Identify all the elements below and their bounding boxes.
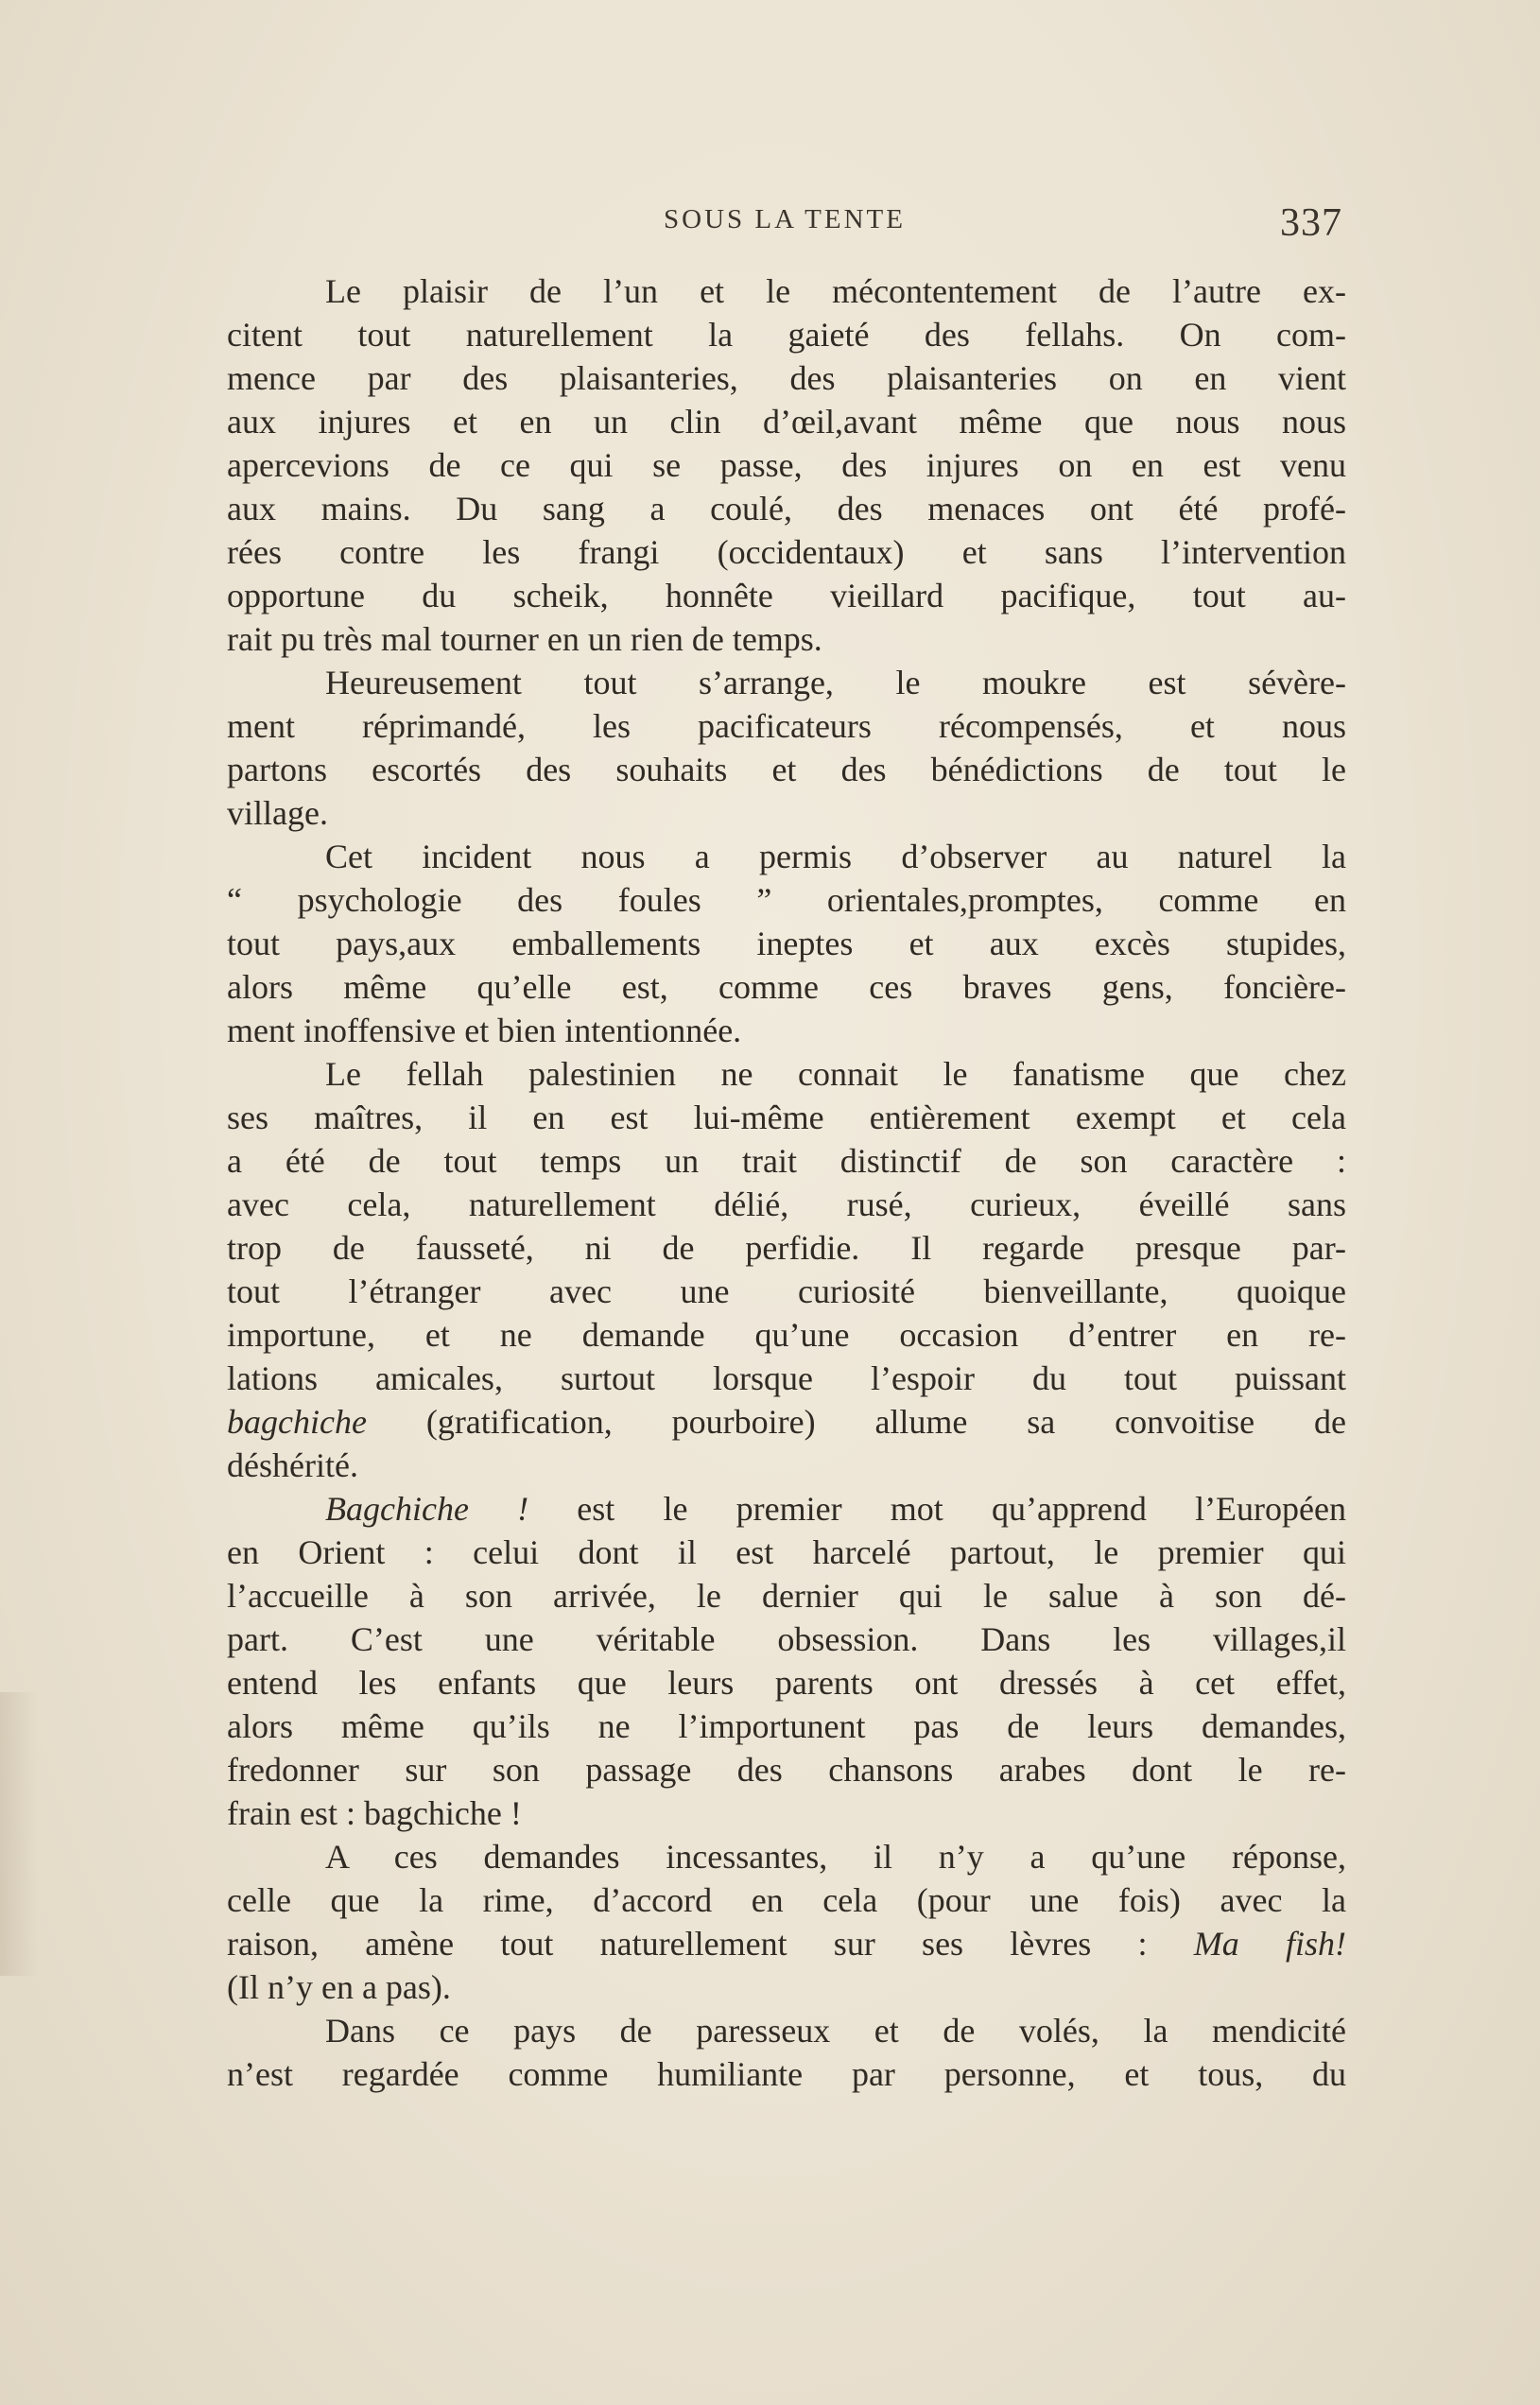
italic-word: Ma fish! <box>1193 1925 1346 1963</box>
text-line: Le fellah palestinien ne connait le fanatisme que chez <box>325 1055 1346 1093</box>
text-line: l’accueille à son arrivée, le dernier qui le salue à son dé- <box>227 1577 1346 1615</box>
text-line: ment inoffensive et bien intentionnée. <box>227 1012 742 1049</box>
text-line <box>227 1487 1346 1531</box>
text-line: opportune du scheik, honnête vieillard pacifique, tout au- <box>227 577 1346 614</box>
text-line <box>227 1922 1346 1965</box>
text-line: apercevions de ce qui se passe, des injures on en est venu <box>227 446 1346 484</box>
page-number: 337 <box>1280 201 1342 245</box>
text-line: Cet incident nous a permis d’observer au naturel la <box>325 838 1346 875</box>
text-line: A ces demandes incessantes, il n’y a qu’une réponse, <box>325 1838 1346 1876</box>
text-line: partons escortés des souhaits et des bénédictions de tout le <box>227 751 1346 788</box>
text-line: tout l’étranger avec une curiosité bienveillante, quoique <box>227 1272 1346 1310</box>
text-line: part. C’est une véritable obsession. Dans les villages,il <box>227 1620 1346 1658</box>
text-line: fredonner sur son passage des chansons arabes dont le re- <box>227 1751 1346 1789</box>
text-line: avec cela, naturellement délié, rusé, curieux, éveillé sans <box>227 1185 1346 1223</box>
text-line: tout pays,aux emballements ineptes et aux excès stupides, <box>227 925 1346 962</box>
text-line: village. <box>227 794 328 832</box>
text-line: a été de tout temps un trait distinctif de son caractère : <box>227 1142 1346 1180</box>
text-line: rées contre les frangi (occidentaux) et sans l’intervention <box>227 533 1346 571</box>
text-segment: raison, amène tout naturellement sur ses lèvres : <box>227 1925 1148 1963</box>
page-edge-shadow <box>0 1692 38 1976</box>
text-line: aux injures et en un clin d’œil,avant même que nous nous <box>227 403 1346 441</box>
text-line: mence par des plaisanteries, des plaisanteries on en vient <box>227 359 1346 397</box>
text-line: ment réprimandé, les pacificateurs récompensés, et nous <box>227 707 1346 745</box>
text-line: celle que la rime, d’accord en cela (pour une fois) avec la <box>227 1881 1346 1919</box>
text-line <box>227 1400 1346 1444</box>
text-line: “ psychologie des foules ” orientales,promptes, comme en <box>227 881 1346 919</box>
text-line: citent tout naturellement la gaieté des fellahs. On com- <box>227 316 1346 354</box>
text-line: entend les enfants que leurs parents ont dressés à cet effet, <box>227 1664 1346 1702</box>
text-line: n’est regardée comme humiliante par personne, et tous, du <box>227 2055 1346 2093</box>
text-line: alors même qu’ils ne l’importunent pas de leurs demandes, <box>227 1707 1346 1745</box>
text-line: Heureusement tout s’arrange, le moukre est sévère- <box>325 664 1346 701</box>
text-line: en Orient : celui dont il est harcelé partout, le premier qui <box>227 1533 1346 1571</box>
running-title: SOUS LA TENTE <box>664 204 906 234</box>
text-line: Dans ce pays de paresseux et de volés, la mendicité <box>325 2012 1346 2050</box>
text-segment: (gratification, pourboire) allume sa convoitise de <box>425 1403 1346 1441</box>
italic-word: bagchiche <box>227 1403 367 1441</box>
text-line: aux mains. Du sang a coulé, des menaces ont été profé- <box>227 490 1346 528</box>
text-line: rait pu très mal tourner en un rien de temps. <box>227 620 822 658</box>
running-header <box>227 200 1342 248</box>
text-segment: est le premier mot qu’apprend l’Européen <box>577 1490 1346 1528</box>
text-line: déshérité. <box>227 1446 358 1484</box>
text-line: Le plaisir de l’un et le mécontentement de l’autre ex- <box>325 272 1346 310</box>
text-line: alors même qu’elle est, comme ces braves gens, foncière- <box>227 968 1346 1006</box>
text-line: frain est : bagchiche ! <box>227 1794 522 1832</box>
text-line: (Il n’y en a pas). <box>227 1968 451 2006</box>
body-text <box>227 269 1346 2096</box>
text-line: ses maîtres, il en est lui-même entièrement exempt et cela <box>227 1099 1346 1136</box>
italic-word: Bagchiche ! <box>325 1490 529 1528</box>
text-line: importune, et ne demande qu’une occasion d’entrer en re- <box>227 1316 1346 1354</box>
text-line: trop de fausseté, ni de perfidie. Il regarde presque par- <box>227 1229 1346 1267</box>
text-line: lations amicales, surtout lorsque l’espoir du tout puissant <box>227 1359 1346 1397</box>
